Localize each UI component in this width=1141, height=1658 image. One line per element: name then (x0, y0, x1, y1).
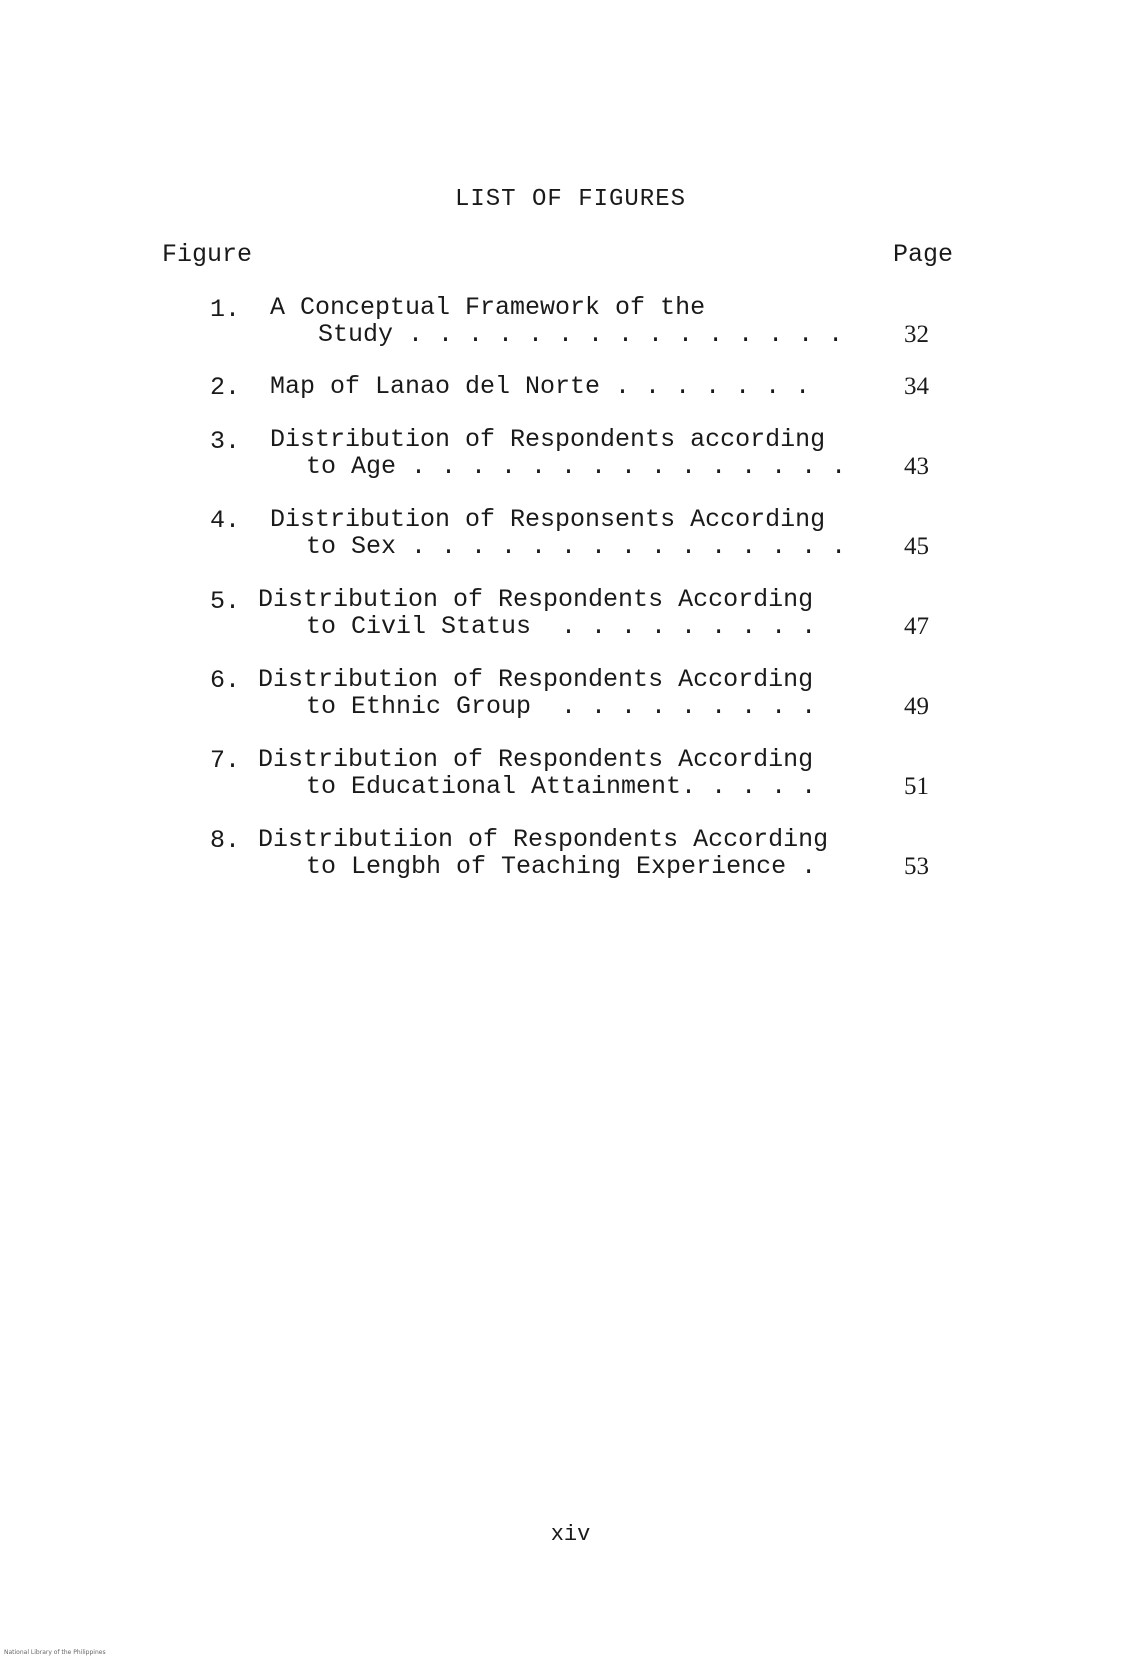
figure-entry-title: Distribution of Respondents According (258, 585, 814, 614)
figure-page-number: 47 (904, 613, 929, 640)
page-folio: xiv (550, 1522, 591, 1547)
figure-page-number: 43 (904, 453, 929, 480)
figure-entry-title: Distribution of Responsents According (270, 505, 826, 534)
figure-page-number: 32 (904, 321, 929, 348)
figure-entry-title: Map of Lanao del Norte . . . . . . . (270, 372, 811, 401)
figure-page-number: 34 (904, 373, 929, 400)
figure-page-number: 49 (904, 693, 929, 720)
figure-page-number: 51 (904, 773, 929, 800)
figure-number: 6. (210, 666, 241, 695)
figure-number: 7. (210, 746, 241, 775)
figure-entry-title: Distribution of Respondents According (258, 665, 814, 694)
figure-column-header: Figure (162, 240, 253, 269)
figure-entry-title-continued: to Educational Attainment. . . . . (306, 772, 817, 801)
library-footer-stamp: National Library of the Philippines (4, 1649, 106, 1656)
figure-number: 2. (210, 373, 241, 402)
figure-number: 4. (210, 506, 241, 535)
figure-entry-title-continued: to Sex . . . . . . . . . . . . . . . (306, 532, 847, 561)
figure-entry-title: Distribution of Respondents According (258, 745, 814, 774)
page-title: LIST OF FIGURES (454, 186, 687, 213)
figure-number: 5. (210, 587, 241, 616)
figure-entry-title-continued: to Lengbh of Teaching Experience . (306, 852, 817, 881)
figure-entry-title-continued: to Age . . . . . . . . . . . . . . . (306, 452, 847, 481)
figure-entry-title: Distribution of Respondents according (270, 425, 826, 454)
figure-entry-title-continued: to Civil Status . . . . . . . . . (306, 612, 817, 641)
page-column-header: Page (893, 240, 954, 269)
figure-entry-title: A Conceptual Framework of the (270, 293, 706, 322)
figure-number: 3. (210, 427, 241, 456)
figure-entry-title: Distributiion of Respondents According (258, 825, 829, 854)
figure-page-number: 45 (904, 533, 929, 560)
figure-number: 8. (210, 826, 241, 855)
figure-entry-title-continued: Study . . . . . . . . . . . . . . . (318, 320, 844, 349)
figure-number: 1. (210, 295, 241, 324)
figure-entry-title-continued: to Ethnic Group . . . . . . . . . (306, 692, 817, 721)
figure-page-number: 53 (904, 853, 929, 880)
